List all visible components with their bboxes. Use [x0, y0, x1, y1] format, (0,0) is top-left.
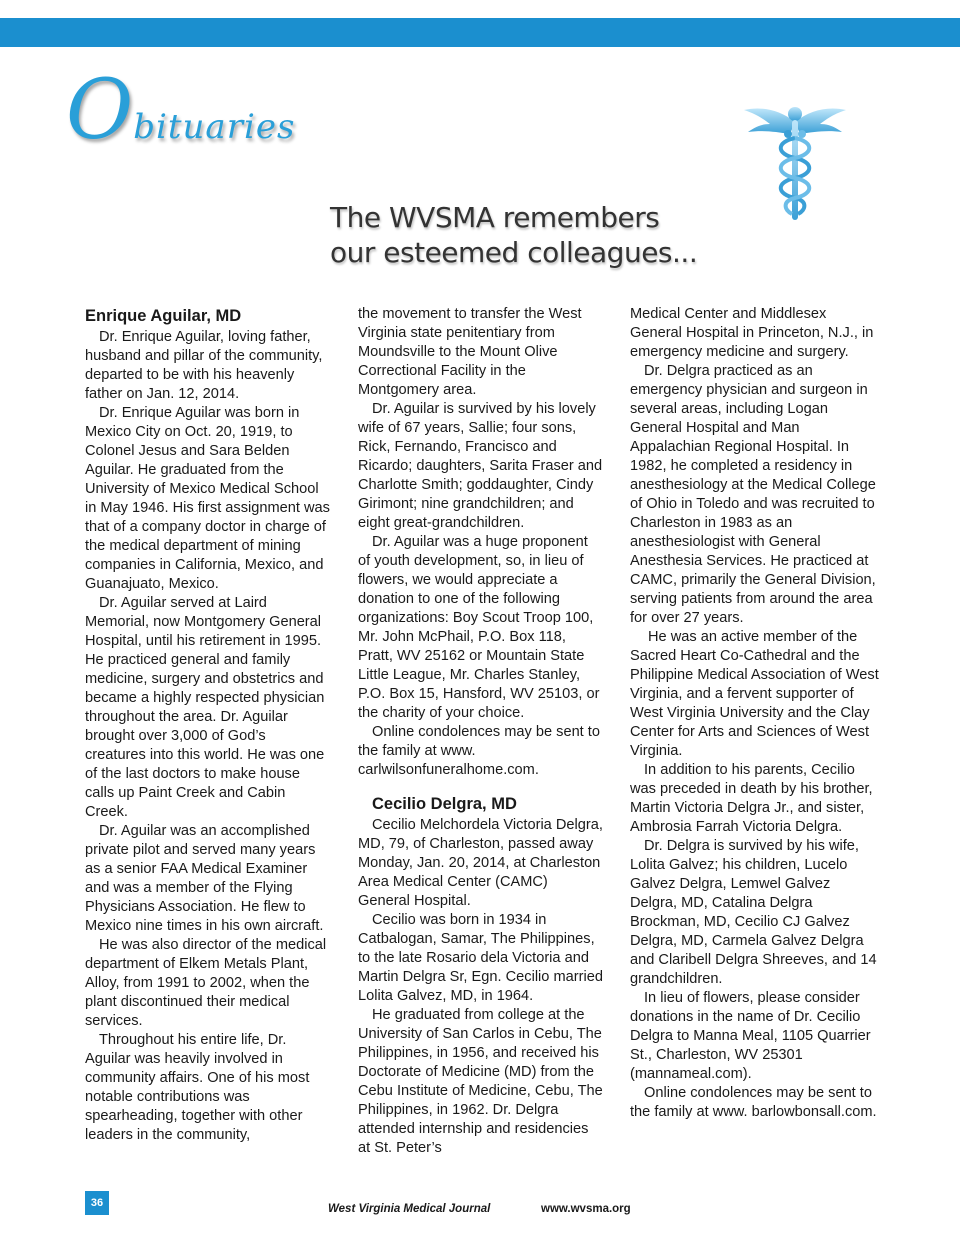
page-number: 36 [85, 1191, 109, 1215]
paragraph: Dr. Delgra is survived by his wife, Lolita Galvez; his children, Lucelo Galvez Delgra, Lemwel Galvez Delgra, MD, Catalina Delgra Brockman, MD, Cecilio CJ Galvez Delgra, MD, Carmela Galvez Delgra and Claribell Delgra Shreeves, and 14 grandchildren. [630, 838, 877, 987]
paragraph: Dr. Delgra practiced as an emergency physician and surgeon in several areas, including Logan General Hospital and Man Appalachian Regional Hospital. In 1982, he completed a residency in anesthesiology at the Medical College of Ohio in Toledo and was recruited to Charleston in 1983 as an anesthesiologist with General Anesthesia Services. He practiced at CAMC, primarily the General Division, serving patients from around the area for over 27 years. [630, 363, 876, 626]
paragraph: Dr. Aguilar is survived by his lovely wife of 67 years, Sallie; four sons, Rick, Fernando, Francisco and Ricardo; daughters, Sarita Fraser and Charlotte Smith; goddaughter, Cindy Girimont; nine grandchildren; and eight great-grandchildren. [358, 401, 603, 531]
paragraph: Dr. Aguilar was an accomplished private pilot and served many years as a senior FAA Medical Examiner and was a member of the Flying Physicians Association. He flew to Mexico nine times in his own aircraft. [85, 823, 324, 934]
paragraph: Cecilio Melchordela Victoria Delgra, MD, 79, of Charleston, passed away Monday, Jan. 20, 2014, at Charleston Area Medical Center (CAMC) General Hospital. [358, 817, 603, 909]
paragraph: Online condolences may be sent to the family at www. barlowbonsall.com. [630, 1085, 877, 1120]
footer-url: www.wvsma.org [541, 1203, 631, 1215]
paragraph: Online condolences may be sent to the family at www. carlwilsonfuneralhome.com. [358, 724, 600, 778]
paragraph: In addition to his parents, Cecilio was preceded in death by his brother, Martin Victoria Delgra Jr., and sister, Ambrosia Farrah Victoria Delgra. [630, 762, 873, 835]
column-2 [358, 305, 603, 1158]
paragraph: Dr. Enrique Aguilar was born in Mexico City on Oct. 20, 1919, to Colonel Jesus and Sara Belden Aguilar. He graduated from the University of Mexico Medical School in May 1946. His first assignment was that of a company doctor in charge of the medical department of mining companies in California, Mexico, and Guanajuato, Mexico. [85, 405, 330, 592]
top-accent-bar [0, 18, 960, 47]
section-masthead [66, 63, 366, 160]
obituary-name-delgra: Cecilio Delgra, MD [372, 795, 517, 813]
paragraph: Medical Center and Middlesex General Hospital in Princeton, N.J., in emergency medicine and surgery. [630, 306, 874, 360]
obituary-name-aguilar: Enrique Aguilar, MD [85, 307, 242, 325]
journal-name: West Virginia Medical Journal [328, 1203, 491, 1215]
paragraph: In lieu of flowers, please consider donations in the name of Dr. Cecilio Delgra to Manna Meal, 1105 Quarrier St., Charleston, WV 25301 (mannameal.com). [630, 990, 871, 1082]
column-3 [630, 305, 880, 1122]
caduceus-icon [740, 100, 850, 225]
paragraph: He was an active member of the Sacred Heart Co-Cathedral and the Philippine Medical Association of West Virginia, and a fervent supporter of West Virginia University and the Clay Center for Arts and Sciences of West Virginia. [630, 629, 879, 759]
tagline [330, 200, 750, 270]
tagline-line-2: our esteemed colleagues... [330, 236, 698, 269]
tagline-line-1: The WVSMA remembers [330, 201, 660, 234]
paragraph: Dr. Aguilar served at Laird Memorial, now Montgomery General Hospital, until his retirement in 1995. He practiced general and family medicine, surgery and obstetrics and became a highly respected physician throughout the area. Dr. Aguilar brought over 3,000 of God’s creatures into this world. He was one of the last doctors to make house calls up Paint Creek and Cabin Creek. [85, 595, 325, 820]
masthead-initial: O [66, 63, 134, 158]
paragraph: the movement to transfer the West Virginia state penitentiary from Moundsville to the Mount Olive Correctional Facility in the Montgomery area. [358, 306, 582, 398]
masthead-title: bituaries [133, 107, 296, 147]
paragraph: He was also director of the medical department of Elkem Metals Plant, Alloy, from 1991 to 2002, when the plant discontinued their medical services. [85, 937, 327, 1029]
paragraph: Dr. Enrique Aguilar, loving father, husband and pillar of the community, departed to be with his heavenly father on Jan. 12, 2014. [85, 329, 323, 402]
column-1 [85, 305, 330, 1145]
paragraph: Cecilio was born in 1934 in Catbalogan, Samar, The Philippines, to the late Rosario dela Victoria and Martin Delgra Sr, Egn. Cecilio married Lolita Galvez, MD, in 1964. [358, 912, 603, 1004]
paragraph: Dr. Aguilar was a huge proponent of youth development, so, in lieu of flowers, we would appreciate a donation to one of the following organizations: Boy Scout Troop 100, Mr. John McPhail, P.O. Box 118, Pratt, WV 25162 or Mountain State Little League, Mr. Charles Stanley, P.O. Box 15, Hansford, WV 25103, or the charity of your choice. [358, 534, 600, 721]
paragraph: He graduated from college at the University of San Carlos in Cebu, The Philippines, in 1956, and received his Doctorate of Medicine (MD) from the Cebu Institute of Medicine, Cebu, The Philippines, in 1962. Dr. Delgra attended internship and residencies at St. Peter’s [358, 1007, 603, 1156]
paragraph: Throughout his entire life, Dr. Aguilar was heavily involved in community affairs. One of his most notable contributions was spearheading, together with other leaders in the community, [85, 1032, 310, 1143]
